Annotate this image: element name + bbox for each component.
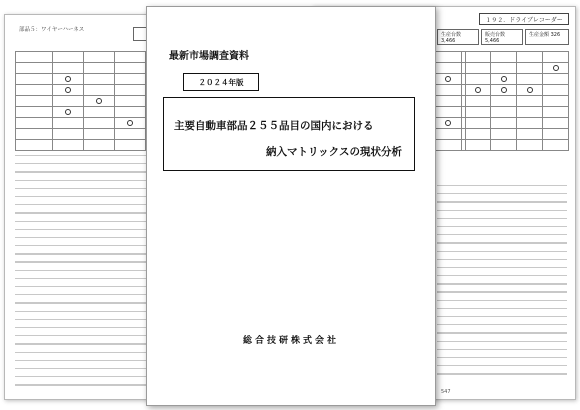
right-page-header: １９２．ドライブレコーダー	[479, 13, 569, 25]
left-page-header: 部品５：ワイヤーハーネス	[19, 27, 85, 33]
publisher-name: 総合技研株式会社	[242, 336, 339, 346]
cover-heading: 最新市場調査資料	[169, 51, 249, 62]
report-title-box	[163, 97, 415, 171]
right-body-text	[437, 185, 567, 382]
left-supply-matrix	[15, 51, 155, 151]
cover-page	[146, 6, 436, 406]
report-title-line-1: 主要自動車部品２５５品目の国内における	[174, 120, 374, 132]
right-supply-matrix	[435, 51, 569, 151]
left-body-text	[15, 155, 153, 392]
stat-box-production-units: 生産台数 3,466	[437, 29, 479, 45]
report-title-line-2: 納入マトリックスの現状分析	[266, 146, 402, 158]
edition-box: ２０２４年版	[183, 73, 259, 91]
stat-box-sales-units: 販売台数 5,466	[481, 29, 523, 45]
stat-box-production-value: 生産金額 326	[525, 29, 569, 45]
right-page-number: 547	[441, 389, 451, 395]
